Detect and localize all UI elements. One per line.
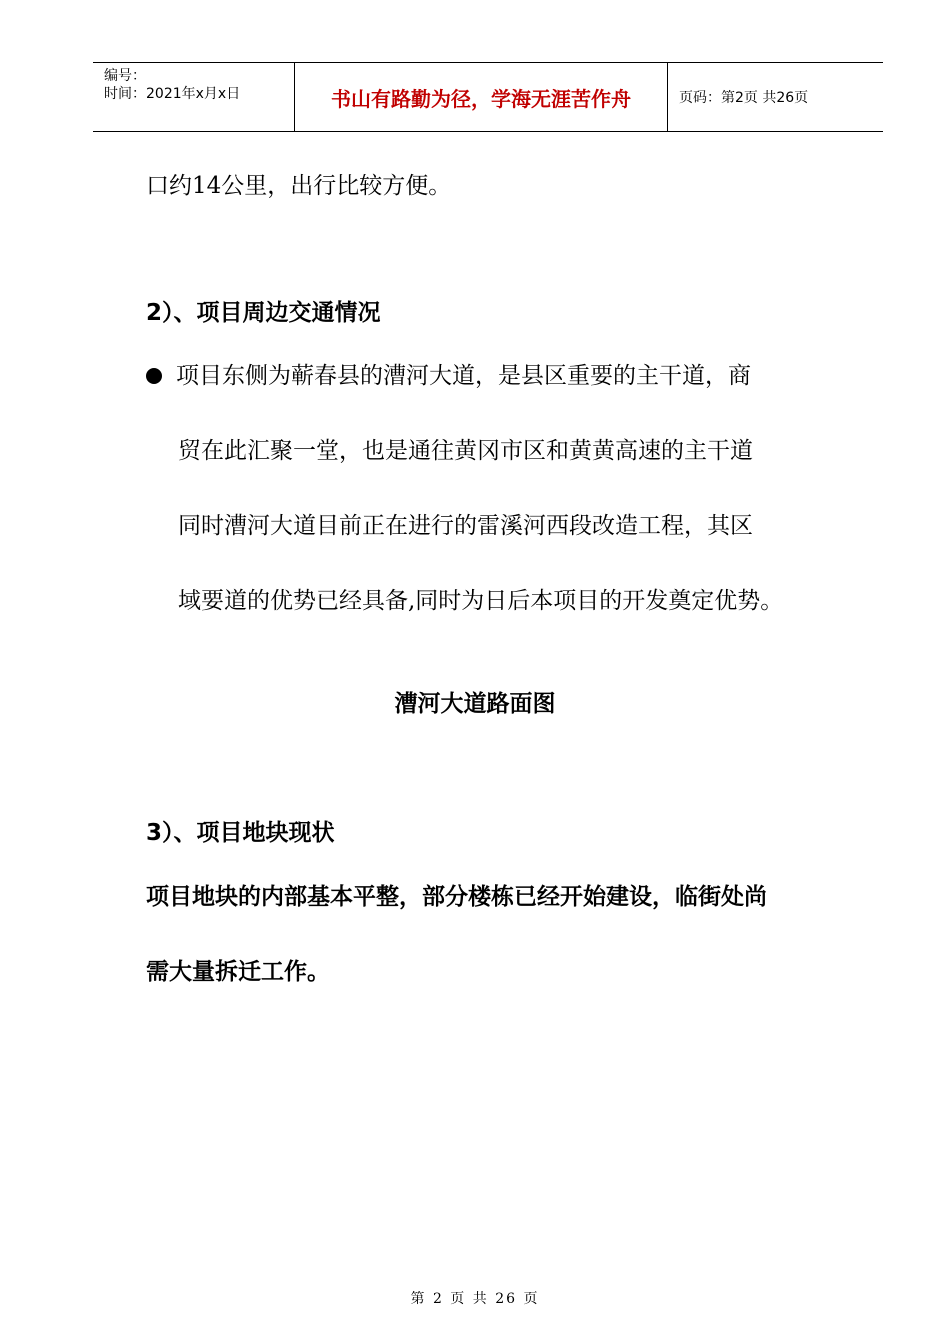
date-label: 时间：2021年x月x日 bbox=[104, 86, 241, 102]
header-motto bbox=[295, 63, 668, 131]
page-number-label: 页码：第2页 共26页 bbox=[679, 90, 809, 106]
page-header bbox=[93, 62, 883, 132]
serial-number-label: 编号： bbox=[104, 68, 146, 84]
bullet-icon bbox=[146, 368, 162, 384]
section-3-line-1: 项目地块的内部基本平整，部分楼栋已经开始建设，临街处尚 bbox=[146, 884, 767, 910]
bullet-line-1: 项目东侧为蕲春县的漕河大道，是县区重要的主干道，商 bbox=[176, 363, 751, 389]
header-meta bbox=[93, 63, 295, 131]
bullet-line-4: 域要道的优势已经具备,同时为日后本项目的开发奠定优势。 bbox=[178, 588, 784, 614]
section-3-line-2: 需大量拆迁工作。 bbox=[146, 959, 330, 985]
header-page-info bbox=[668, 63, 883, 131]
page-footer: 第 2 页 共 26 页 bbox=[410, 1291, 540, 1307]
motto-text: 书山有路勤为径，学海无涯苦作舟 bbox=[331, 86, 631, 111]
bullet-line-2: 贸在此汇聚一堂，也是通往黄冈市区和黄黄高速的主干道 bbox=[178, 438, 753, 464]
figure-caption: 漕河大道路面图 bbox=[394, 691, 556, 717]
section-3-heading: 3）、项目地块现状 bbox=[146, 820, 335, 846]
paragraph-continuation: 口约14公里，出行比较方便。 bbox=[146, 173, 452, 199]
section-2-heading: 2）、项目周边交通情况 bbox=[146, 300, 381, 326]
bullet-line-3: 同时漕河大道目前正在进行的雷溪河西段改造工程，其区 bbox=[178, 513, 753, 539]
